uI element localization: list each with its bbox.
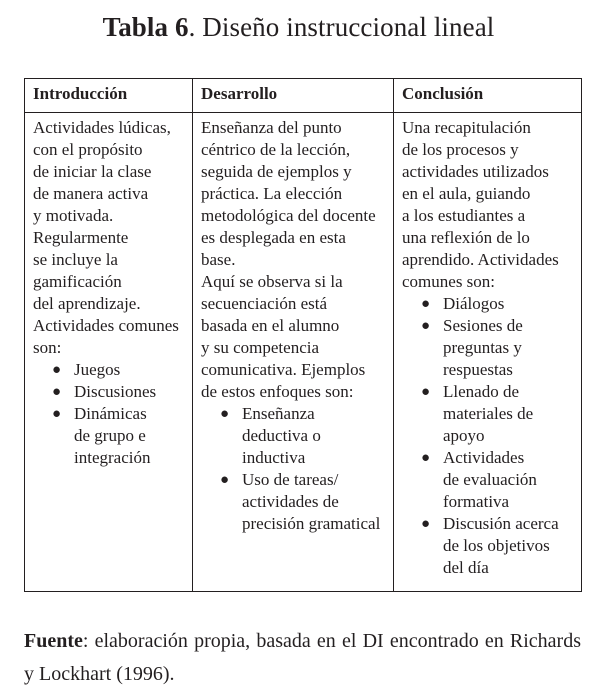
conclusion-text-line: una reflexión de lo <box>402 228 530 247</box>
bullet-icon: ● <box>52 406 62 422</box>
intro-text-line: de iniciar la clase <box>33 162 152 181</box>
conclusion-text-line: actividades utilizados <box>402 162 549 181</box>
conclusion-bullet-list <box>402 293 575 579</box>
desarrollo-bullet-line: deductiva o <box>242 426 321 445</box>
conclusion-bullet-line: formativa <box>443 492 510 511</box>
footnote-label: Fuente <box>24 630 83 652</box>
cell-desarrollo <box>193 113 394 592</box>
conclusion-bullet-line: respuestas <box>443 360 513 379</box>
conclusion-text-line: a los estudiantes a <box>402 206 526 225</box>
desarrollo-bullet-line: precisión gramatical <box>242 514 381 533</box>
desarrollo-bullet-item <box>220 469 387 535</box>
conclusion-text-line: en el aula, guiando <box>402 184 531 203</box>
conclusion-bullet-line: de evaluación <box>443 470 537 489</box>
desarrollo-text-line: es desplegada en esta <box>201 228 346 247</box>
bullet-icon: ● <box>421 516 431 532</box>
conclusion-text <box>402 117 575 293</box>
desarrollo-bullet-line: actividades de <box>242 492 339 511</box>
caption-title: . Diseño instruccional lineal <box>188 12 495 42</box>
conclusion-bullet-line: materiales de <box>443 404 534 423</box>
intro-bullet-list <box>33 359 186 469</box>
desarrollo-text-line: Aquí se observa si la <box>201 272 343 291</box>
desarrollo-text-line: comunicativa. Ejemplos <box>201 360 366 379</box>
footnote-text: : elaboración propia, basada en el DI encontrado en Richards y Lockhart (1996). <box>24 630 581 685</box>
intro-bullet-line: Juegos <box>74 360 121 379</box>
conclusion-bullet-item <box>421 293 575 315</box>
intro-bullet-line: integración <box>74 448 151 467</box>
conclusion-text-line: comunes son: <box>402 272 496 291</box>
bullet-icon: ● <box>421 450 431 466</box>
bullet-icon: ● <box>220 406 230 422</box>
conclusion-text-line: Una recapitulación <box>402 118 531 137</box>
conclusion-bullet-item <box>421 315 575 381</box>
bullet-icon: ● <box>220 472 230 488</box>
desarrollo-text <box>201 117 387 403</box>
desarrollo-text-line: Enseñanza del punto <box>201 118 342 137</box>
source-footnote <box>24 625 581 691</box>
desarrollo-text-line: céntrico de la lección, <box>201 140 351 159</box>
intro-text-line: Actividades lúdicas, <box>33 118 171 137</box>
table-header-row <box>25 79 582 113</box>
desarrollo-text-line: seguida de ejemplos y <box>201 162 352 181</box>
intro-text-line: gamificación <box>33 272 122 291</box>
intro-bullet-item <box>52 381 186 403</box>
header-conclusion: Conclusión <box>394 79 582 113</box>
desarrollo-text-line: base. <box>201 250 236 269</box>
intro-bullet-item <box>52 403 186 469</box>
conclusion-bullet-item <box>421 447 575 513</box>
intro-text-line: Actividades comunes <box>33 316 179 335</box>
desarrollo-text-line: metodológica del docente <box>201 206 376 225</box>
intro-text-line: del aprendizaje. <box>33 294 141 313</box>
intro-bullet-line: Dinámicas <box>74 404 147 423</box>
table-caption <box>0 10 597 44</box>
caption-label: Tabla 6 <box>102 12 189 42</box>
conclusion-bullet-line: del día <box>443 558 489 577</box>
conclusion-bullet-line: preguntas y <box>443 338 522 357</box>
instructional-design-table <box>24 78 582 592</box>
bullet-icon: ● <box>421 318 431 334</box>
conclusion-bullet-line: Llenado de <box>443 382 519 401</box>
intro-text <box>33 117 186 359</box>
table-body-row <box>25 113 582 592</box>
desarrollo-text-line: basada en el alumno <box>201 316 340 335</box>
intro-bullet-line: Discusiones <box>74 382 157 401</box>
intro-text-line: Regularmente <box>33 228 129 247</box>
cell-conclusion <box>394 113 582 592</box>
desarrollo-bullet-item <box>220 403 387 469</box>
header-desarrollo: Desarrollo <box>193 79 394 113</box>
conclusion-bullet-line: Diálogos <box>443 294 505 313</box>
desarrollo-bullet-list <box>201 403 387 535</box>
header-introduccion: Introducción <box>25 79 193 113</box>
desarrollo-text-line: secuenciación está <box>201 294 328 313</box>
intro-text-line: y motivada. <box>33 206 114 225</box>
desarrollo-text-line: práctica. La elección <box>201 184 343 203</box>
conclusion-bullet-item <box>421 381 575 447</box>
desarrollo-text-line: y su competencia <box>201 338 320 357</box>
conclusion-bullet-line: de los objetivos <box>443 536 550 555</box>
cell-introduccion <box>25 113 193 592</box>
conclusion-bullet-line: Discusión acerca <box>443 514 559 533</box>
conclusion-bullet-line: Sesiones de <box>443 316 523 335</box>
desarrollo-bullet-line: Enseñanza <box>242 404 315 423</box>
conclusion-text-line: de los procesos y <box>402 140 519 159</box>
intro-bullet-item <box>52 359 186 381</box>
bullet-icon: ● <box>421 296 431 312</box>
intro-text-line: son: <box>33 338 62 357</box>
bullet-icon: ● <box>52 384 62 400</box>
bullet-icon: ● <box>52 362 62 378</box>
intro-text-line: de manera activa <box>33 184 149 203</box>
bullet-icon: ● <box>421 384 431 400</box>
conclusion-bullet-line: apoyo <box>443 426 485 445</box>
intro-bullet-line: de grupo e <box>74 426 146 445</box>
conclusion-bullet-line: Actividades <box>443 448 525 467</box>
intro-text-line: con el propósito <box>33 140 143 159</box>
conclusion-bullet-item <box>421 513 575 579</box>
desarrollo-bullet-line: inductiva <box>242 448 306 467</box>
desarrollo-text-line: de estos enfoques son: <box>201 382 354 401</box>
conclusion-text-line: aprendido. Actividades <box>402 250 559 269</box>
desarrollo-bullet-line: Uso de tareas/ <box>242 470 339 489</box>
intro-text-line: se incluye la <box>33 250 118 269</box>
